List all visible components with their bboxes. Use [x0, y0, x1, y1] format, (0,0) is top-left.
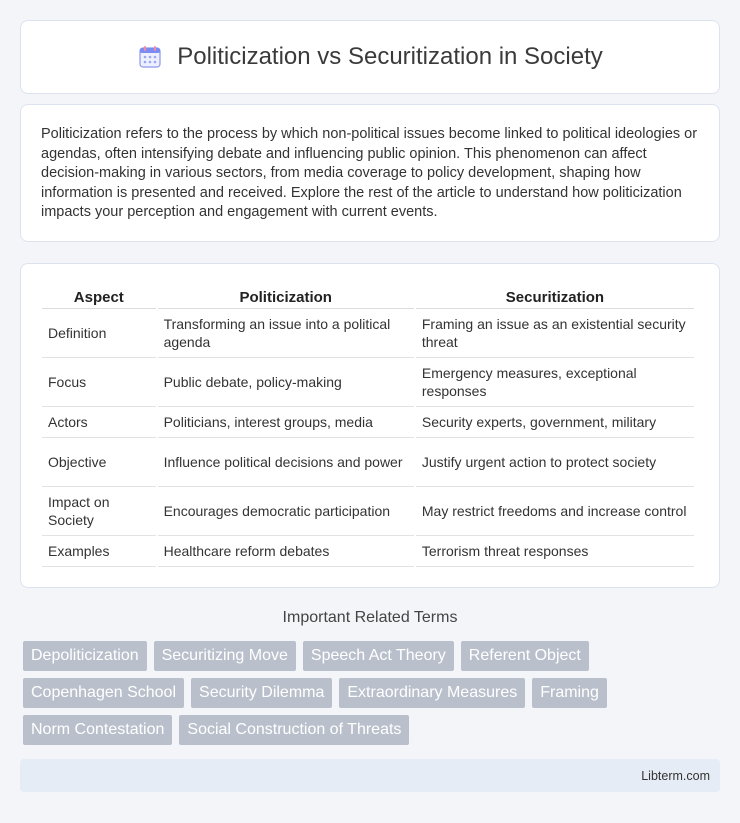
- tag-framing[interactable]: Framing: [532, 678, 607, 708]
- cell-securitization: Framing an issue as an existential security threat: [416, 309, 694, 358]
- cell-politicization: Transforming an issue into a political agenda: [158, 309, 414, 358]
- footer: [20, 759, 720, 792]
- cell-politicization: Influence political decisions and power: [158, 438, 414, 487]
- table-header-row: [42, 284, 694, 309]
- table-row: [42, 536, 694, 567]
- table-row: [42, 407, 694, 438]
- tag-social-construction-of-threats[interactable]: Social Construction of Threats: [179, 715, 409, 745]
- intro-text: Politicization refers to the process by which non-political issues become linked to political ideologies or agendas, often intensifying debate and influencing public opinion. This phenomenon can affect decision-making in various sectors, from media coverage to policy development, shaping how information is presented and received. Explore the rest of the article to understand how politicization impacts your perception and engagement with current events.: [41, 126, 698, 221]
- cell-aspect: Examples: [42, 536, 156, 567]
- cell-aspect: Focus: [42, 358, 156, 407]
- tag-depoliticization[interactable]: Depoliticization: [23, 641, 147, 671]
- header-securitization: Securitization: [416, 284, 694, 309]
- footer-site-link[interactable]: Libterm.com: [641, 768, 710, 783]
- comparison-table-card: [20, 263, 720, 588]
- table-row: [42, 487, 694, 536]
- related-terms-list: [23, 641, 723, 745]
- cell-aspect: Impact on Society: [42, 487, 156, 536]
- page-title: Politicization vs Securitization in Society: [177, 43, 603, 70]
- table-row: [42, 358, 694, 407]
- cell-politicization: Public debate, policy-making: [158, 358, 414, 407]
- tag-speech-act-theory[interactable]: Speech Act Theory: [303, 641, 454, 671]
- cell-politicization: Politicians, interest groups, media: [158, 407, 414, 438]
- header-politicization: Politicization: [158, 284, 414, 309]
- table-row: [42, 309, 694, 358]
- header-card: [20, 20, 720, 94]
- cell-aspect: Definition: [42, 309, 156, 358]
- tag-referent-object[interactable]: Referent Object: [461, 641, 589, 671]
- tag-copenhagen-school[interactable]: Copenhagen School: [23, 678, 184, 708]
- related-terms-title: Important Related Terms: [282, 609, 458, 626]
- cell-securitization: Justify urgent action to protect society: [416, 438, 694, 487]
- cell-aspect: Actors: [42, 407, 156, 438]
- cell-securitization: Security experts, government, military: [416, 407, 694, 438]
- calendar-icon: [137, 44, 163, 70]
- cell-politicization: Healthcare reform debates: [158, 536, 414, 567]
- cell-securitization: Terrorism threat responses: [416, 536, 694, 567]
- tag-security-dilemma[interactable]: Security Dilemma: [191, 678, 332, 708]
- comparison-table: [40, 284, 696, 567]
- table-row: [42, 438, 694, 487]
- intro-card: [20, 104, 720, 242]
- header-aspect: Aspect: [42, 284, 156, 309]
- tag-securitizing-move[interactable]: Securitizing Move: [154, 641, 296, 671]
- cell-politicization: Encourages democratic participation: [158, 487, 414, 536]
- tag-extraordinary-measures[interactable]: Extraordinary Measures: [339, 678, 525, 708]
- cell-securitization: May restrict freedoms and increase control: [416, 487, 694, 536]
- tag-norm-contestation[interactable]: Norm Contestation: [23, 715, 172, 745]
- cell-securitization: Emergency measures, exceptional responses: [416, 358, 694, 407]
- cell-aspect: Objective: [42, 438, 156, 487]
